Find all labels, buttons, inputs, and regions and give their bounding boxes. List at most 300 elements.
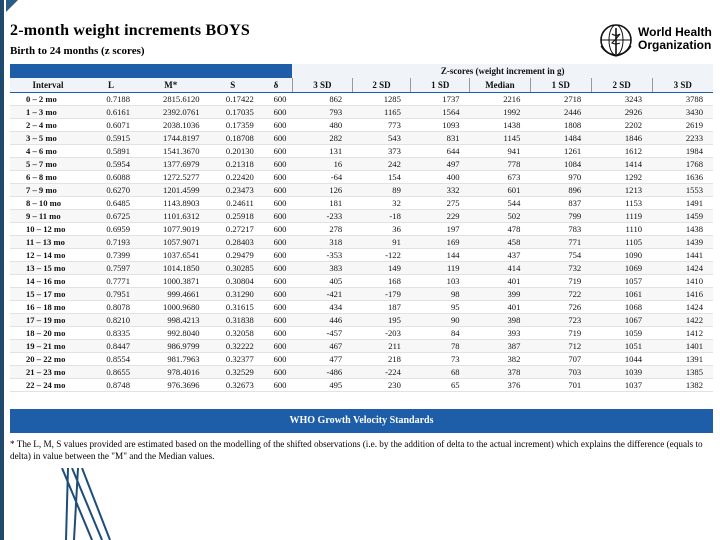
table-cell: 2619 xyxy=(652,119,713,132)
table-cell: 2216 xyxy=(470,93,531,106)
table-cell: 0.20130 xyxy=(206,145,260,158)
table-cell: 230 xyxy=(352,379,411,392)
table-row xyxy=(10,158,713,171)
table-cell: 382 xyxy=(470,353,531,366)
table-cell: -457 xyxy=(292,327,352,340)
table-cell: 0.32222 xyxy=(206,340,260,353)
table-cell: 1459 xyxy=(652,210,713,223)
table-cell: 373 xyxy=(352,145,411,158)
column-header: 2 SD xyxy=(591,78,652,93)
table-cell: 458 xyxy=(470,236,531,249)
table-cell: 95 xyxy=(411,301,470,314)
table-cell: 719 xyxy=(530,327,591,340)
interval-cell: 2 – 4 mo xyxy=(10,119,86,132)
table-cell: 2815.6120 xyxy=(136,93,206,106)
table-cell: 497 xyxy=(411,158,470,171)
table-cell: 195 xyxy=(352,314,411,327)
table-cell: -486 xyxy=(292,366,352,379)
table-row xyxy=(10,210,713,223)
table-cell: 0.22420 xyxy=(206,171,260,184)
table-row xyxy=(10,171,713,184)
interval-cell: 0 – 2 mo xyxy=(10,93,86,106)
table-row xyxy=(10,288,713,301)
table-cell: 434 xyxy=(292,301,352,314)
interval-cell: 19 – 21 mo xyxy=(10,340,86,353)
table-cell: 1439 xyxy=(652,236,713,249)
interval-cell: 18 – 20 mo xyxy=(10,327,86,340)
interval-cell: 9 – 11 mo xyxy=(10,210,86,223)
table-cell: 0.31838 xyxy=(206,314,260,327)
table-cell: 1051 xyxy=(591,340,652,353)
table-cell: 600 xyxy=(260,275,293,288)
table-cell: 1564 xyxy=(411,106,470,119)
table-cell: 976.3696 xyxy=(136,379,206,392)
table-row xyxy=(10,353,713,366)
table-cell: 0.32058 xyxy=(206,327,260,340)
table-cell: 169 xyxy=(411,236,470,249)
table-cell: 401 xyxy=(470,301,531,314)
table-cell: 986.9799 xyxy=(136,340,206,353)
table-cell: 1059 xyxy=(591,327,652,340)
table-cell: 1000.9680 xyxy=(136,301,206,314)
table-cell: 154 xyxy=(352,171,411,184)
table-row xyxy=(10,106,713,119)
table-cell: 0.5915 xyxy=(86,132,136,145)
table-cell: 229 xyxy=(411,210,470,223)
table-cell: 282 xyxy=(292,132,352,145)
table-row xyxy=(10,301,713,314)
table-cell: 793 xyxy=(292,106,352,119)
interval-cell: 11 – 13 mo xyxy=(10,236,86,249)
table-cell: 600 xyxy=(260,327,293,340)
table-cell: -18 xyxy=(352,210,411,223)
table-header-row-group xyxy=(10,64,713,78)
table-cell: 144 xyxy=(411,249,470,262)
page-subtitle: Birth to 24 months (z scores) xyxy=(10,45,145,57)
table-cell: 401 xyxy=(470,275,531,288)
table-cell: 68 xyxy=(411,366,470,379)
table-cell: 332 xyxy=(411,184,470,197)
table-cell: 799 xyxy=(530,210,591,223)
table-cell: 778 xyxy=(470,158,531,171)
table-cell: 1612 xyxy=(591,145,652,158)
table-cell: 1105 xyxy=(591,236,652,249)
table-cell: 0.31290 xyxy=(206,288,260,301)
table-cell: 1846 xyxy=(591,132,652,145)
table-cell: 0.7771 xyxy=(86,275,136,288)
column-header: Median xyxy=(470,78,531,93)
table-cell: 600 xyxy=(260,249,293,262)
table-cell: 0.30285 xyxy=(206,262,260,275)
table-cell: 495 xyxy=(292,379,352,392)
table-cell: 1438 xyxy=(652,223,713,236)
who-standards-banner: WHO Growth Velocity Standards xyxy=(10,409,713,433)
table-cell: 600 xyxy=(260,197,293,210)
interval-cell: 13 – 15 mo xyxy=(10,262,86,275)
table-cell: 732 xyxy=(530,262,591,275)
table-cell: 970 xyxy=(530,171,591,184)
column-header: δ xyxy=(260,78,293,93)
table-row xyxy=(10,132,713,145)
table-cell: 600 xyxy=(260,301,293,314)
column-header: 1 SD xyxy=(530,78,591,93)
table-cell: 400 xyxy=(411,171,470,184)
table-cell: 0.6161 xyxy=(86,106,136,119)
table-cell: 1084 xyxy=(530,158,591,171)
table-row xyxy=(10,379,713,392)
table-cell: 478 xyxy=(470,223,531,236)
table-cell: 1414 xyxy=(591,158,652,171)
table-row xyxy=(10,93,713,106)
table-cell: 600 xyxy=(260,210,293,223)
interval-cell: 3 – 5 mo xyxy=(10,132,86,145)
table-cell: 1057.9071 xyxy=(136,236,206,249)
table-body xyxy=(10,93,713,392)
table-cell: 1000.3871 xyxy=(136,275,206,288)
table-cell: 1992 xyxy=(470,106,531,119)
table-cell: 600 xyxy=(260,171,293,184)
table-cell: 0.25918 xyxy=(206,210,260,223)
table-cell: 0.28403 xyxy=(206,236,260,249)
zscore-group-header: Z-scores (weight increment in g) xyxy=(292,64,713,78)
table-cell: 446 xyxy=(292,314,352,327)
table-cell: 84 xyxy=(411,327,470,340)
table-cell: 383 xyxy=(292,262,352,275)
table-cell: 600 xyxy=(260,145,293,158)
table-cell: 1541.3670 xyxy=(136,145,206,158)
interval-cell: 7 – 9 mo xyxy=(10,184,86,197)
table-cell: 0.7951 xyxy=(86,288,136,301)
table-cell: 1292 xyxy=(591,171,652,184)
table-cell: 707 xyxy=(530,353,591,366)
table-cell: 600 xyxy=(260,106,293,119)
table-cell: 3430 xyxy=(652,106,713,119)
table-cell: 2926 xyxy=(591,106,652,119)
table-row xyxy=(10,366,713,379)
table-cell: 0.27217 xyxy=(206,223,260,236)
column-header: 2 SD xyxy=(352,78,411,93)
interval-cell: 14 – 16 mo xyxy=(10,275,86,288)
table-cell: 467 xyxy=(292,340,352,353)
table-cell: 726 xyxy=(530,301,591,314)
table-cell: 0.8210 xyxy=(86,314,136,327)
table-cell: 1090 xyxy=(591,249,652,262)
table-cell: 1491 xyxy=(652,197,713,210)
interval-cell: 1 – 3 mo xyxy=(10,106,86,119)
table-cell: 1410 xyxy=(652,275,713,288)
table-cell: 544 xyxy=(470,197,531,210)
table-cell: 1093 xyxy=(411,119,470,132)
table-cell: 1057 xyxy=(591,275,652,288)
slide-corner-arrow xyxy=(6,0,18,12)
interval-cell: 17 – 19 mo xyxy=(10,314,86,327)
table-cell: 187 xyxy=(352,301,411,314)
table-cell: 600 xyxy=(260,353,293,366)
table-cell: 399 xyxy=(470,288,531,301)
table-cell: 90 xyxy=(411,314,470,327)
who-logo-line2: Organization xyxy=(638,38,712,52)
who-emblem-icon xyxy=(598,22,634,58)
table-header-row xyxy=(10,78,713,93)
table-cell: 1285 xyxy=(352,93,411,106)
column-header: 3 SD xyxy=(292,78,352,93)
interval-cell: 16 – 18 mo xyxy=(10,301,86,314)
table-cell: 1069 xyxy=(591,262,652,275)
table-cell: 65 xyxy=(411,379,470,392)
column-header: 3 SD xyxy=(652,78,713,93)
table-cell: 376 xyxy=(470,379,531,392)
interval-cell: 20 – 22 mo xyxy=(10,353,86,366)
table-cell: 1744.8197 xyxy=(136,132,206,145)
table-cell: -203 xyxy=(352,327,411,340)
table-cell: 1119 xyxy=(591,210,652,223)
table-cell: 1385 xyxy=(652,366,713,379)
table-cell: 0.7188 xyxy=(86,93,136,106)
table-cell: 1110 xyxy=(591,223,652,236)
table-cell: 1037.6541 xyxy=(136,249,206,262)
table-cell: 1143.8903 xyxy=(136,197,206,210)
table-cell: 16 xyxy=(292,158,352,171)
table-row xyxy=(10,119,713,132)
table-cell: 278 xyxy=(292,223,352,236)
table-cell: 0.8655 xyxy=(86,366,136,379)
table-cell: 754 xyxy=(530,249,591,262)
slide-left-accent-bar xyxy=(0,0,4,540)
table-cell: 1441 xyxy=(652,249,713,262)
table-cell: 181 xyxy=(292,197,352,210)
table-cell: 644 xyxy=(411,145,470,158)
who-logo-line1: World Health xyxy=(638,25,712,39)
table-row xyxy=(10,145,713,158)
table-cell: 723 xyxy=(530,314,591,327)
table-cell: 131 xyxy=(292,145,352,158)
table-cell: 1261 xyxy=(530,145,591,158)
table-cell: 1145 xyxy=(470,132,531,145)
table-cell: 78 xyxy=(411,340,470,353)
table-cell: 197 xyxy=(411,223,470,236)
table-cell: 405 xyxy=(292,275,352,288)
table-cell: -179 xyxy=(352,288,411,301)
table-cell: 502 xyxy=(470,210,531,223)
table-cell: 32 xyxy=(352,197,411,210)
table-row xyxy=(10,275,713,288)
table-row xyxy=(10,249,713,262)
table-cell: 0.6270 xyxy=(86,184,136,197)
table-cell: 600 xyxy=(260,223,293,236)
table-cell: 862 xyxy=(292,93,352,106)
table-cell: 1808 xyxy=(530,119,591,132)
table-cell: 480 xyxy=(292,119,352,132)
table-cell: 1737 xyxy=(411,93,470,106)
footnote: * The L, M, S values provided are estimated based on the modelling of the shifted observations (i.e. by the addition of delta to the actual increment) which explains the difference (equals to delta) in value between the "M" and the Median values. xyxy=(10,439,703,461)
table-cell: 712 xyxy=(530,340,591,353)
column-header: Interval xyxy=(10,78,86,93)
table-cell: -353 xyxy=(292,249,352,262)
who-logo-text xyxy=(638,26,712,52)
table-cell: 601 xyxy=(470,184,531,197)
column-header: S xyxy=(206,78,260,93)
table-cell: 2446 xyxy=(530,106,591,119)
table-cell: -233 xyxy=(292,210,352,223)
table-cell: 783 xyxy=(530,223,591,236)
table-row xyxy=(10,262,713,275)
table-cell: 1484 xyxy=(530,132,591,145)
table-cell: 999.4661 xyxy=(136,288,206,301)
table-cell: 119 xyxy=(411,262,470,275)
table-cell: 543 xyxy=(352,132,411,145)
table-cell: 0.24611 xyxy=(206,197,260,210)
table-cell: 703 xyxy=(530,366,591,379)
table-cell: -122 xyxy=(352,249,411,262)
interval-cell: 21 – 23 mo xyxy=(10,366,86,379)
table-cell: 1438 xyxy=(470,119,531,132)
table-cell: 2233 xyxy=(652,132,713,145)
table-cell: 1213 xyxy=(591,184,652,197)
table-cell: 1067 xyxy=(591,314,652,327)
table-cell: 387 xyxy=(470,340,531,353)
table-cell: 1424 xyxy=(652,301,713,314)
column-header: 1 SD xyxy=(411,78,470,93)
table-cell: 831 xyxy=(411,132,470,145)
table-cell: 414 xyxy=(470,262,531,275)
table-cell: 73 xyxy=(411,353,470,366)
table-cell: 600 xyxy=(260,366,293,379)
table-cell: 0.18708 xyxy=(206,132,260,145)
table-cell: 0.7193 xyxy=(86,236,136,249)
table-cell: 168 xyxy=(352,275,411,288)
interval-cell: 8 – 10 mo xyxy=(10,197,86,210)
table-cell: 896 xyxy=(530,184,591,197)
table-cell: 0.5954 xyxy=(86,158,136,171)
table-cell: 378 xyxy=(470,366,531,379)
interval-cell: 12 – 14 mo xyxy=(10,249,86,262)
column-header: M* xyxy=(136,78,206,93)
table-cell: 1424 xyxy=(652,262,713,275)
table-cell: 3788 xyxy=(652,93,713,106)
table-cell: 98 xyxy=(411,288,470,301)
table-cell: 1037 xyxy=(591,379,652,392)
interval-cell: 6 – 8 mo xyxy=(10,171,86,184)
table-cell: 773 xyxy=(352,119,411,132)
table-cell: 1412 xyxy=(652,327,713,340)
table-cell: -421 xyxy=(292,288,352,301)
table-cell: 0.32529 xyxy=(206,366,260,379)
table-cell: 2202 xyxy=(591,119,652,132)
table-cell: 1165 xyxy=(352,106,411,119)
table-cell: 600 xyxy=(260,314,293,327)
table-cell: 0.7597 xyxy=(86,262,136,275)
who-logo xyxy=(598,22,716,58)
table-cell: 600 xyxy=(260,379,293,392)
table-cell: 1422 xyxy=(652,314,713,327)
table-cell: 1153 xyxy=(591,197,652,210)
table-cell: 0.7399 xyxy=(86,249,136,262)
interval-cell: 22 – 24 mo xyxy=(10,379,86,392)
table-cell: 701 xyxy=(530,379,591,392)
header-spacer xyxy=(10,64,292,78)
table-cell: 941 xyxy=(470,145,531,158)
table-cell: 0.32377 xyxy=(206,353,260,366)
table-cell: 1061 xyxy=(591,288,652,301)
table-cell: 600 xyxy=(260,288,293,301)
table-cell: 600 xyxy=(260,119,293,132)
table-cell: 722 xyxy=(530,288,591,301)
table-cell: 1636 xyxy=(652,171,713,184)
table-cell: 771 xyxy=(530,236,591,249)
table-cell: 0.17035 xyxy=(206,106,260,119)
table-cell: 398 xyxy=(470,314,531,327)
table-cell: 1984 xyxy=(652,145,713,158)
interval-cell: 4 – 6 mo xyxy=(10,145,86,158)
table-cell: 719 xyxy=(530,275,591,288)
table-cell: 0.23473 xyxy=(206,184,260,197)
table-cell: 600 xyxy=(260,340,293,353)
table-cell: 318 xyxy=(292,236,352,249)
page-title: 2-month weight increments BOYS xyxy=(10,22,250,39)
table-row xyxy=(10,236,713,249)
table-cell: 0.8554 xyxy=(86,353,136,366)
table-cell: 0.5891 xyxy=(86,145,136,158)
table-cell: 0.21318 xyxy=(206,158,260,171)
table-cell: 0.8078 xyxy=(86,301,136,314)
table-cell: 1077.9019 xyxy=(136,223,206,236)
table-cell: 0.30804 xyxy=(206,275,260,288)
table-cell: 1553 xyxy=(652,184,713,197)
table-cell: 1201.4599 xyxy=(136,184,206,197)
table-cell: 600 xyxy=(260,158,293,171)
table-cell: 1416 xyxy=(652,288,713,301)
table-cell: 1044 xyxy=(591,353,652,366)
table-cell: 3243 xyxy=(591,93,652,106)
interval-cell: 5 – 7 mo xyxy=(10,158,86,171)
table-cell: 149 xyxy=(352,262,411,275)
table-cell: 126 xyxy=(292,184,352,197)
table-cell: 2392.0761 xyxy=(136,106,206,119)
table-cell: 0.8748 xyxy=(86,379,136,392)
table-cell: 0.8335 xyxy=(86,327,136,340)
column-header: L xyxy=(86,78,136,93)
table-row xyxy=(10,327,713,340)
table-cell: 2038.1036 xyxy=(136,119,206,132)
weight-increment-table xyxy=(10,64,713,392)
table-cell: 1768 xyxy=(652,158,713,171)
table-cell: 1014.1850 xyxy=(136,262,206,275)
table-cell: 1068 xyxy=(591,301,652,314)
interval-cell: 10 – 12 mo xyxy=(10,223,86,236)
table-cell: 0.31615 xyxy=(206,301,260,314)
table-cell: 0.6959 xyxy=(86,223,136,236)
table-cell: 600 xyxy=(260,93,293,106)
table-row xyxy=(10,223,713,236)
table-cell: 477 xyxy=(292,353,352,366)
table-cell: 89 xyxy=(352,184,411,197)
table-row xyxy=(10,340,713,353)
table-cell: 600 xyxy=(260,184,293,197)
table-cell: 837 xyxy=(530,197,591,210)
table-cell: 0.32673 xyxy=(206,379,260,392)
table-cell: 1101.6312 xyxy=(136,210,206,223)
table-cell: 0.6071 xyxy=(86,119,136,132)
table-cell: 36 xyxy=(352,223,411,236)
table-cell: 1272.5277 xyxy=(136,171,206,184)
weight-increment-table-container xyxy=(10,64,713,392)
table-cell: -64 xyxy=(292,171,352,184)
table-cell: 0.17422 xyxy=(206,93,260,106)
decorative-lines xyxy=(52,468,142,540)
table-row xyxy=(10,314,713,327)
table-cell: 673 xyxy=(470,171,531,184)
table-cell: 0.6088 xyxy=(86,171,136,184)
